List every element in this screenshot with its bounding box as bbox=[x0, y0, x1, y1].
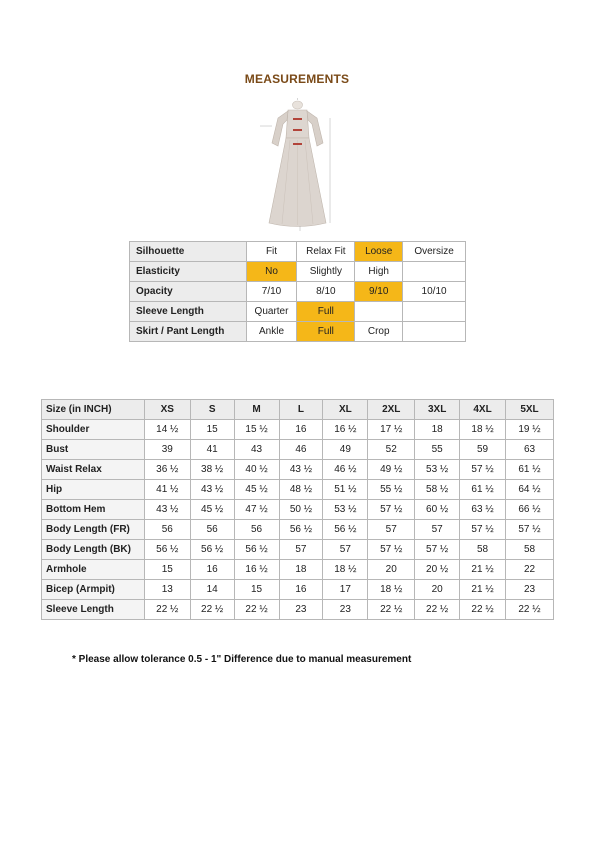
attribute-option: Crop bbox=[355, 322, 403, 342]
measurement-value: 56 bbox=[144, 520, 190, 540]
measurement-value: 15 bbox=[144, 560, 190, 580]
measurement-label: Bicep (Armpit) bbox=[42, 580, 145, 600]
measurement-label: Hip bbox=[42, 480, 145, 500]
measurement-value: 16 bbox=[279, 580, 323, 600]
measurement-value: 57 bbox=[323, 540, 368, 560]
measurement-value: 20 bbox=[368, 560, 415, 580]
measurement-value: 46 bbox=[279, 440, 323, 460]
attribute-option: Full bbox=[297, 302, 355, 322]
measurement-value: 15 ½ bbox=[234, 420, 279, 440]
measurement-value: 18 bbox=[279, 560, 323, 580]
size-column-header: 2XL bbox=[368, 400, 415, 420]
measurement-value: 47 ½ bbox=[234, 500, 279, 520]
measurement-value: 20 bbox=[415, 580, 460, 600]
measurement-value: 23 bbox=[323, 600, 368, 620]
measurement-value: 56 ½ bbox=[323, 520, 368, 540]
attribute-option: Full bbox=[297, 322, 355, 342]
measurement-value: 56 ½ bbox=[279, 520, 323, 540]
attribute-label: Opacity bbox=[130, 282, 247, 302]
measurement-value: 16 bbox=[279, 420, 323, 440]
measurement-value: 14 bbox=[190, 580, 234, 600]
measurement-value: 58 bbox=[506, 540, 554, 560]
measurement-value: 56 bbox=[234, 520, 279, 540]
attribute-row bbox=[130, 322, 466, 342]
measurement-value: 43 ½ bbox=[144, 500, 190, 520]
measurement-value: 53 ½ bbox=[415, 460, 460, 480]
measurement-value: 60 ½ bbox=[415, 500, 460, 520]
attribute-option: 7/10 bbox=[246, 282, 297, 302]
measurement-value: 57 ½ bbox=[506, 520, 554, 540]
measurement-value: 61 ½ bbox=[506, 460, 554, 480]
measurement-value: 66 ½ bbox=[506, 500, 554, 520]
attribute-option bbox=[403, 322, 466, 342]
attribute-option: Quarter bbox=[246, 302, 297, 322]
measurement-value: 56 ½ bbox=[190, 540, 234, 560]
measurement-value: 43 ½ bbox=[279, 460, 323, 480]
measurement-value: 53 ½ bbox=[323, 500, 368, 520]
measurement-value: 19 ½ bbox=[506, 420, 554, 440]
dress-diagram-icon bbox=[250, 98, 345, 233]
measurement-value: 14 ½ bbox=[144, 420, 190, 440]
measurement-value: 48 ½ bbox=[279, 480, 323, 500]
attribute-option bbox=[403, 302, 466, 322]
measurement-label: Body Length (FR) bbox=[42, 520, 145, 540]
measurement-value: 43 bbox=[234, 440, 279, 460]
measurement-value: 18 ½ bbox=[460, 420, 506, 440]
attribute-option: Slightly bbox=[297, 262, 355, 282]
measurement-value: 23 bbox=[279, 600, 323, 620]
measurement-label: Bottom Hem bbox=[42, 500, 145, 520]
attribute-label: Silhouette bbox=[130, 242, 247, 262]
measurement-label: Bust bbox=[42, 440, 145, 460]
table-row bbox=[42, 560, 554, 580]
measurement-value: 15 bbox=[234, 580, 279, 600]
measurement-value: 20 ½ bbox=[415, 560, 460, 580]
measurement-value: 64 ½ bbox=[506, 480, 554, 500]
measurement-value: 22 ½ bbox=[144, 600, 190, 620]
size-header-label: Size (in INCH) bbox=[42, 400, 145, 420]
size-column-header: 3XL bbox=[415, 400, 460, 420]
measurement-value: 21 ½ bbox=[460, 560, 506, 580]
measurement-value: 51 ½ bbox=[323, 480, 368, 500]
measurement-label: Armhole bbox=[42, 560, 145, 580]
attribute-option bbox=[403, 262, 466, 282]
attribute-option: No bbox=[246, 262, 297, 282]
table-row bbox=[42, 440, 554, 460]
table-row bbox=[42, 540, 554, 560]
attribute-option: Relax Fit bbox=[297, 242, 355, 262]
measurement-value: 23 bbox=[506, 580, 554, 600]
attributes-table bbox=[129, 241, 466, 342]
table-row bbox=[42, 580, 554, 600]
measurement-value: 57 ½ bbox=[368, 540, 415, 560]
measurement-label: Body Length (BK) bbox=[42, 540, 145, 560]
measurement-value: 21 ½ bbox=[460, 580, 506, 600]
attribute-row bbox=[130, 242, 466, 262]
attribute-row bbox=[130, 302, 466, 322]
measurement-value: 56 ½ bbox=[234, 540, 279, 560]
measurement-value: 46 ½ bbox=[323, 460, 368, 480]
attribute-option: 9/10 bbox=[355, 282, 403, 302]
measurement-value: 15 bbox=[190, 420, 234, 440]
measurement-value: 22 ½ bbox=[190, 600, 234, 620]
measurement-value: 22 ½ bbox=[506, 600, 554, 620]
measurement-value: 41 bbox=[190, 440, 234, 460]
measurement-value: 18 bbox=[415, 420, 460, 440]
measurement-value: 43 ½ bbox=[190, 480, 234, 500]
measurement-value: 55 bbox=[415, 440, 460, 460]
page-title: MEASUREMENTS bbox=[244, 72, 350, 86]
table-row bbox=[42, 500, 554, 520]
measurement-value: 18 ½ bbox=[368, 580, 415, 600]
attribute-option: 10/10 bbox=[403, 282, 466, 302]
size-column-header: L bbox=[279, 400, 323, 420]
attribute-option: High bbox=[355, 262, 403, 282]
size-column-header: XL bbox=[323, 400, 368, 420]
size-column-header: XS bbox=[144, 400, 190, 420]
attribute-label: Sleeve Length bbox=[130, 302, 247, 322]
measurement-value: 57 bbox=[368, 520, 415, 540]
measurement-value: 57 ½ bbox=[460, 460, 506, 480]
measurement-value: 22 ½ bbox=[368, 600, 415, 620]
measurement-value: 57 bbox=[415, 520, 460, 540]
measurement-value: 49 ½ bbox=[368, 460, 415, 480]
tolerance-note: * Please allow tolerance 0.5 - 1" Difference due to manual measurement bbox=[72, 654, 412, 665]
attribute-option bbox=[355, 302, 403, 322]
measurement-value: 52 bbox=[368, 440, 415, 460]
measurement-label: Sleeve Length bbox=[42, 600, 145, 620]
measurement-value: 57 ½ bbox=[368, 500, 415, 520]
attribute-option: Oversize bbox=[403, 242, 466, 262]
measurement-value: 16 bbox=[190, 560, 234, 580]
measurement-value: 56 ½ bbox=[144, 540, 190, 560]
measurement-label: Waist Relax bbox=[42, 460, 145, 480]
measurement-value: 58 bbox=[460, 540, 506, 560]
size-chart-table bbox=[41, 399, 554, 620]
measurement-value: 57 ½ bbox=[415, 540, 460, 560]
measurement-value: 49 bbox=[323, 440, 368, 460]
attribute-row bbox=[130, 282, 466, 302]
measurement-value: 22 ½ bbox=[234, 600, 279, 620]
table-row bbox=[42, 460, 554, 480]
table-row bbox=[42, 480, 554, 500]
attribute-option: Ankle bbox=[246, 322, 297, 342]
measurement-value: 58 ½ bbox=[415, 480, 460, 500]
measurement-value: 17 ½ bbox=[368, 420, 415, 440]
measurement-value: 16 ½ bbox=[234, 560, 279, 580]
size-column-header: M bbox=[234, 400, 279, 420]
table-row bbox=[42, 520, 554, 540]
measurement-value: 22 bbox=[506, 560, 554, 580]
measurement-value: 63 ½ bbox=[460, 500, 506, 520]
table-row bbox=[42, 600, 554, 620]
attribute-option: Fit bbox=[246, 242, 297, 262]
measurement-value: 16 ½ bbox=[323, 420, 368, 440]
attribute-option: 8/10 bbox=[297, 282, 355, 302]
measurement-value: 13 bbox=[144, 580, 190, 600]
measurement-value: 61 ½ bbox=[460, 480, 506, 500]
attribute-option: Loose bbox=[355, 242, 403, 262]
measurement-value: 22 ½ bbox=[460, 600, 506, 620]
measurement-value: 55 ½ bbox=[368, 480, 415, 500]
attribute-label: Skirt / Pant Length bbox=[130, 322, 247, 342]
size-column-header: 5XL bbox=[506, 400, 554, 420]
measurement-value: 56 bbox=[190, 520, 234, 540]
size-header-row bbox=[42, 400, 554, 420]
attribute-label: Elasticity bbox=[130, 262, 247, 282]
measurement-value: 38 ½ bbox=[190, 460, 234, 480]
measurement-label: Shoulder bbox=[42, 420, 145, 440]
attribute-row bbox=[130, 262, 466, 282]
measurement-value: 57 ½ bbox=[460, 520, 506, 540]
measurement-value: 36 ½ bbox=[144, 460, 190, 480]
size-column-header: 4XL bbox=[460, 400, 506, 420]
measurement-value: 59 bbox=[460, 440, 506, 460]
measurement-value: 40 ½ bbox=[234, 460, 279, 480]
measurement-value: 63 bbox=[506, 440, 554, 460]
measurement-value: 18 ½ bbox=[323, 560, 368, 580]
measurement-value: 45 ½ bbox=[234, 480, 279, 500]
measurement-value: 17 bbox=[323, 580, 368, 600]
measurement-value: 45 ½ bbox=[190, 500, 234, 520]
table-row bbox=[42, 420, 554, 440]
measurement-value: 22 ½ bbox=[415, 600, 460, 620]
measurement-value: 39 bbox=[144, 440, 190, 460]
measurement-value: 57 bbox=[279, 540, 323, 560]
measurement-value: 50 ½ bbox=[279, 500, 323, 520]
measurement-value: 41 ½ bbox=[144, 480, 190, 500]
size-column-header: S bbox=[190, 400, 234, 420]
